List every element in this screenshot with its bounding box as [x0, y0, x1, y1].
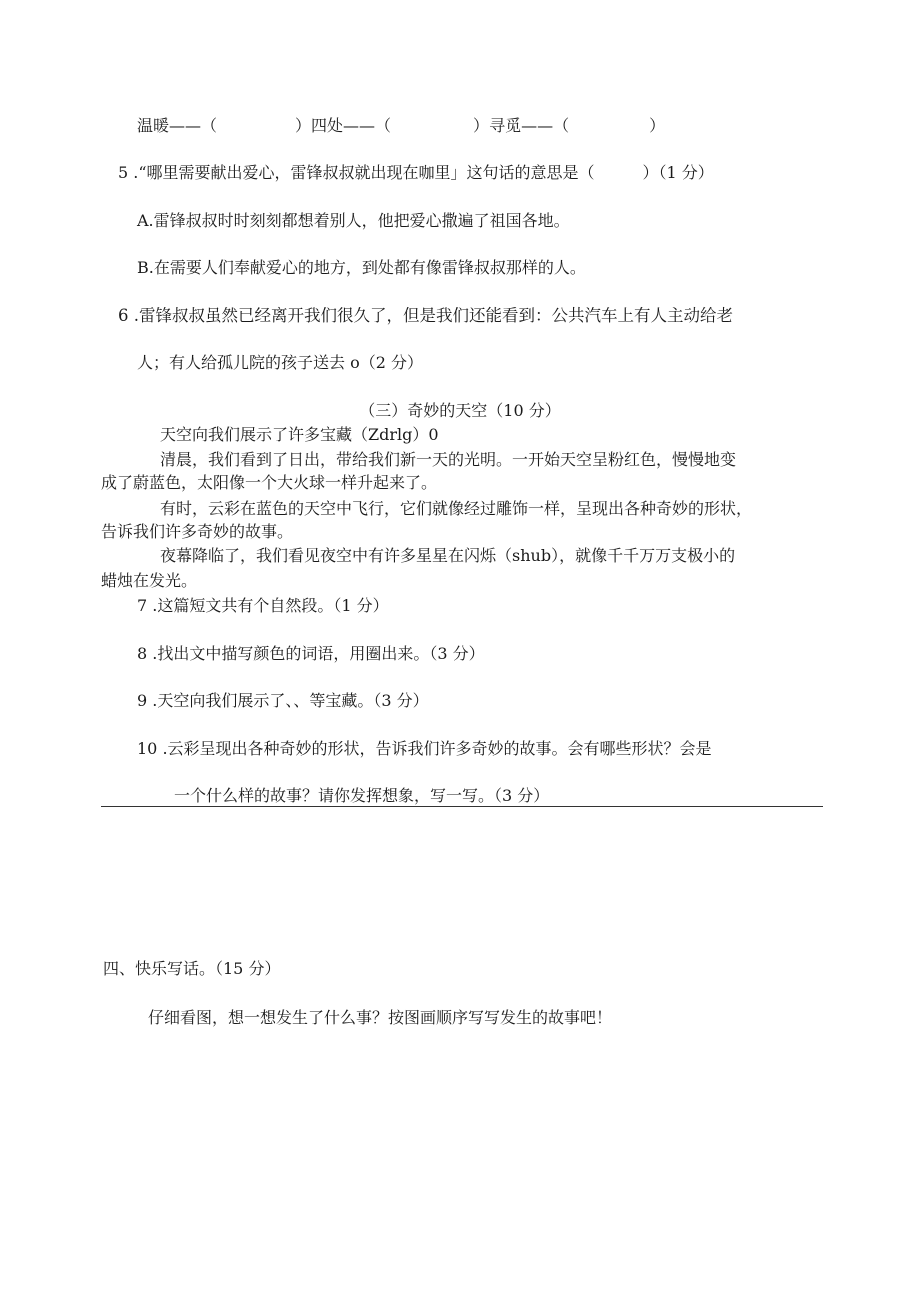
passage-paragraph-4-line-2: 蜡烛在发光。 [101, 571, 198, 590]
word-pair-label: 四处——（ [311, 116, 392, 135]
word-pair-close: ） [473, 116, 490, 135]
passage-paragraph-4-line-1: 夜幕降临了，我们看见夜空中有许多星星在闪烁（shub），就像千千万万支极小的 [160, 546, 736, 565]
word-pairs-row [137, 115, 665, 137]
question-8: 8 .找出文中描写颜色的词语，用圈出来。（3 分） [137, 644, 485, 663]
word-pair-close: ） [295, 116, 312, 135]
word-pair-close: ） [649, 116, 666, 135]
passage-paragraph-2-line-1: 清晨，我们看到了日出，带给我们新一天的光明。一开始天空呈粉红色，慢慢地变 [160, 450, 737, 469]
answer-divider-line [101, 806, 823, 807]
section-3-title: （三）奇妙的天空（10 分） [359, 401, 561, 420]
question-6-line-1: 6 .雷锋叔叔虽然已经离开我们很久了，但是我们还能看到：公共汽车上有人主动给老 [118, 306, 733, 325]
question-9: 9 .天空向我们展示了、、等宝藏。（3 分） [137, 691, 429, 710]
question-10-line-1: 10 .云彩呈现出各种奇妙的形状，告诉我们许多奇妙的故事。会有哪些形状？会是 [137, 739, 712, 758]
passage-paragraph-1: 天空向我们展示了许多宝藏（Zdrlg）0 [160, 425, 439, 444]
passage-paragraph-2-line-2: 成了蔚蓝色，太阳像一个大火球一样升起来了。 [101, 473, 438, 492]
passage-paragraph-3-line-1: 有时，云彩在蓝色的天空中飞行，它们就像经过雕饰一样，呈现出各种奇妙的形状， [160, 499, 753, 518]
section-4-title: 四、快乐写话。（15 分） [103, 959, 281, 978]
option-b: B.在需要人们奉献爱心的地方，到处都有像雷锋叔叔那样的人。 [137, 258, 586, 277]
word-pair-label: 寻觅——（ [489, 116, 570, 135]
question-7: 7 .这篇短文共有个自然段。（1 分） [137, 596, 389, 615]
section-4-prompt: 仔细看图，想一想发生了什么事？按图画顺序写写发生的故事吧！ [148, 1008, 613, 1027]
question-6-line-2: 人；有人给孤儿院的孩子送去 o（2 分） [137, 353, 423, 372]
question-10-line-2: 一个什么样的故事？请你发挥想象，写一写。（3 分） [174, 786, 550, 805]
word-pair-label: 温暖——（ [137, 116, 218, 135]
option-a: A.雷锋叔叔时时刻刻都想着别人，他把爱心撒遍了祖国各地。 [137, 211, 570, 230]
passage-paragraph-3-line-2: 告诉我们许多奇妙的故事。 [101, 522, 294, 541]
question-5: 5 .“哪里需要献出爱心，雷锋叔叔就出现在咖里」这句话的意思是（ ）（1 分） [118, 163, 714, 182]
